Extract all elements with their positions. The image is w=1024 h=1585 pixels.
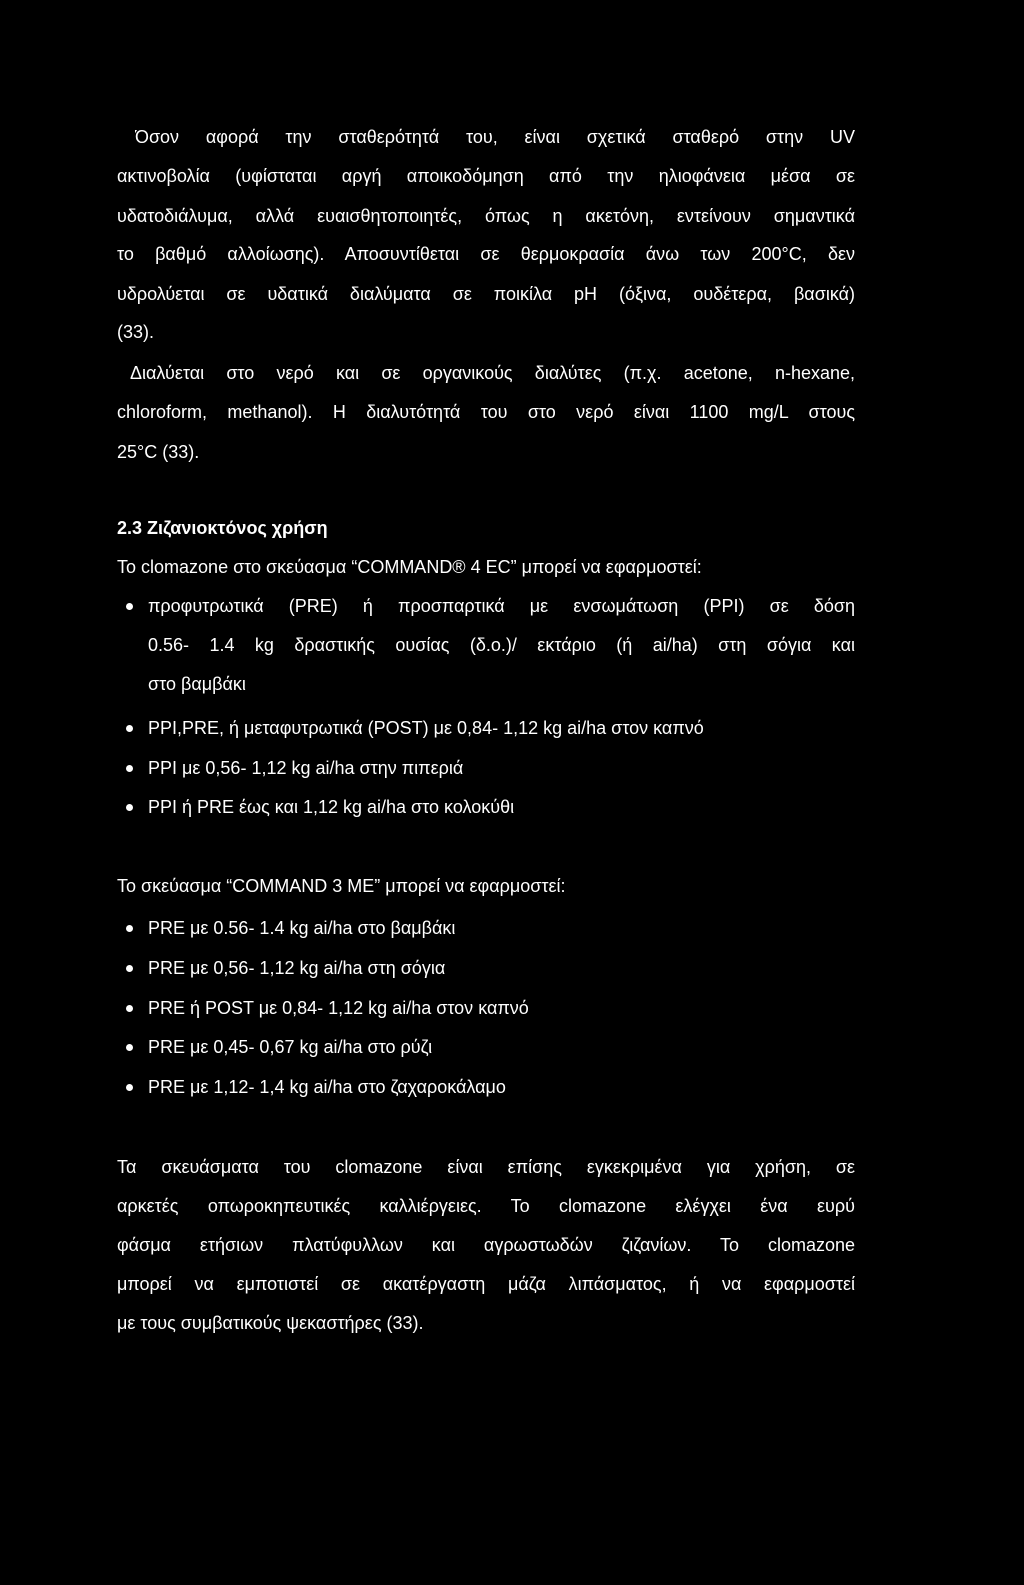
list-item: PPI,PRE, ή μεταφυτρωτικά (POST) με 0,84- 1,12 kg ai/ha στον καπνό: [148, 718, 704, 738]
bullet-icon: [126, 804, 133, 811]
text-line: υδατοδιάλυμα, αλλά ευαισθητοποιητές, όπως η ακετόνη, εντείνουν σημαντικά: [117, 206, 855, 226]
text-line: (33).: [117, 322, 155, 342]
list-item: PRE με 1,12- 1,4 kg ai/ha στο ζαχαροκάλαμο: [148, 1077, 506, 1097]
text-line: ακτινοβολία (υφίσταται αργή αποικοδόμηση από την ηλιοφάνεια μέσα σε: [117, 166, 855, 186]
text-line: το βαθμό αλλοίωσης). Αποσυντίθεται σε θερμοκρασία άνω των 200°C, δεν: [117, 244, 855, 264]
bullet-icon: [126, 603, 133, 610]
text-line: φάσμα ετήσιων πλατύφυλλων και αγρωστωδών ζιζανίων. Το clomazone: [117, 1235, 855, 1255]
bullet-icon: [126, 925, 133, 932]
bullet-icon: [126, 1084, 133, 1091]
text-line: chloroform, methanol). Η διαλυτότητά του στο νερό είναι 1100 mg/L στους: [117, 402, 855, 422]
list-item: PRE με 0,45- 0,67 kg ai/ha στο ρύζι: [148, 1037, 433, 1057]
list-item: PRE ή POST με 0,84- 1,12 kg ai/ha στον καπνό: [148, 998, 529, 1018]
bullet-icon: [126, 725, 133, 732]
text-line: Διαλύεται στο νερό και σε οργανικούς διαλύτες (π.χ. acetone, n-hexane,: [130, 363, 855, 383]
intro-text: Το σκεύασμα “COMMAND 3 ME” μπορεί να εφαρμοστεί:: [117, 876, 566, 896]
text-line: υδρολύεται σε υδατικά διαλύματα σε ποικίλα pH (όξινα, ουδέτερα, βασικά): [117, 284, 855, 304]
text-line: μπορεί να εμποτιστεί σε ακατέργαστη μάζα λιπάσματος, ή να εφαρμοστεί: [117, 1274, 855, 1294]
list-item-cont: 0.56- 1.4 kg δραστικής ουσίας (δ.ο.)/ εκτάριο (ή ai/ha) στη σόγια και: [148, 635, 855, 655]
list-item-cont: στο βαμβάκι: [148, 674, 246, 694]
text-line: με τους συμβατικούς ψεκαστήρες (33).: [117, 1313, 424, 1333]
list-item: PRE με 0,56- 1,12 kg ai/ha στη σόγια: [148, 958, 446, 978]
list-item: PPI με 0,56- 1,12 kg ai/ha στην πιπεριά: [148, 758, 464, 778]
bullet-icon: [126, 1005, 133, 1012]
bullet-icon: [126, 965, 133, 972]
text-line: Τα σκευάσματα του clomazone είναι επίσης εγκεκριμένα για χρήση, σε: [117, 1157, 855, 1177]
bullet-icon: [126, 765, 133, 772]
text-line: 25°C (33).: [117, 442, 200, 462]
text-line: αρκετές οπωροκηπευτικές καλλιέργειες. Το clomazone ελέγχει ένα ευρύ: [117, 1196, 855, 1216]
bullet-icon: [126, 1044, 133, 1051]
text-line: Όσον αφορά την σταθερότητά του, είναι σχετικά σταθερό στην UV: [135, 127, 855, 147]
section-heading: 2.3 Ζιζανιοκτόνος χρήση: [117, 518, 328, 538]
list-item: PPI ή PRE έως και 1,12 kg ai/ha στο κολοκύθι: [148, 797, 515, 817]
list-item: PRE με 0.56- 1.4 kg ai/ha στο βαμβάκι: [148, 918, 456, 938]
intro-text: Το clomazone στο σκεύασμα “COMMAND® 4 EC” μπορεί να εφαρμοστεί:: [117, 557, 702, 577]
list-item: προφυτρωτικά (PRE) ή προσπαρτικά με ενσωμάτωση (PPI) σε δόση: [148, 596, 855, 616]
